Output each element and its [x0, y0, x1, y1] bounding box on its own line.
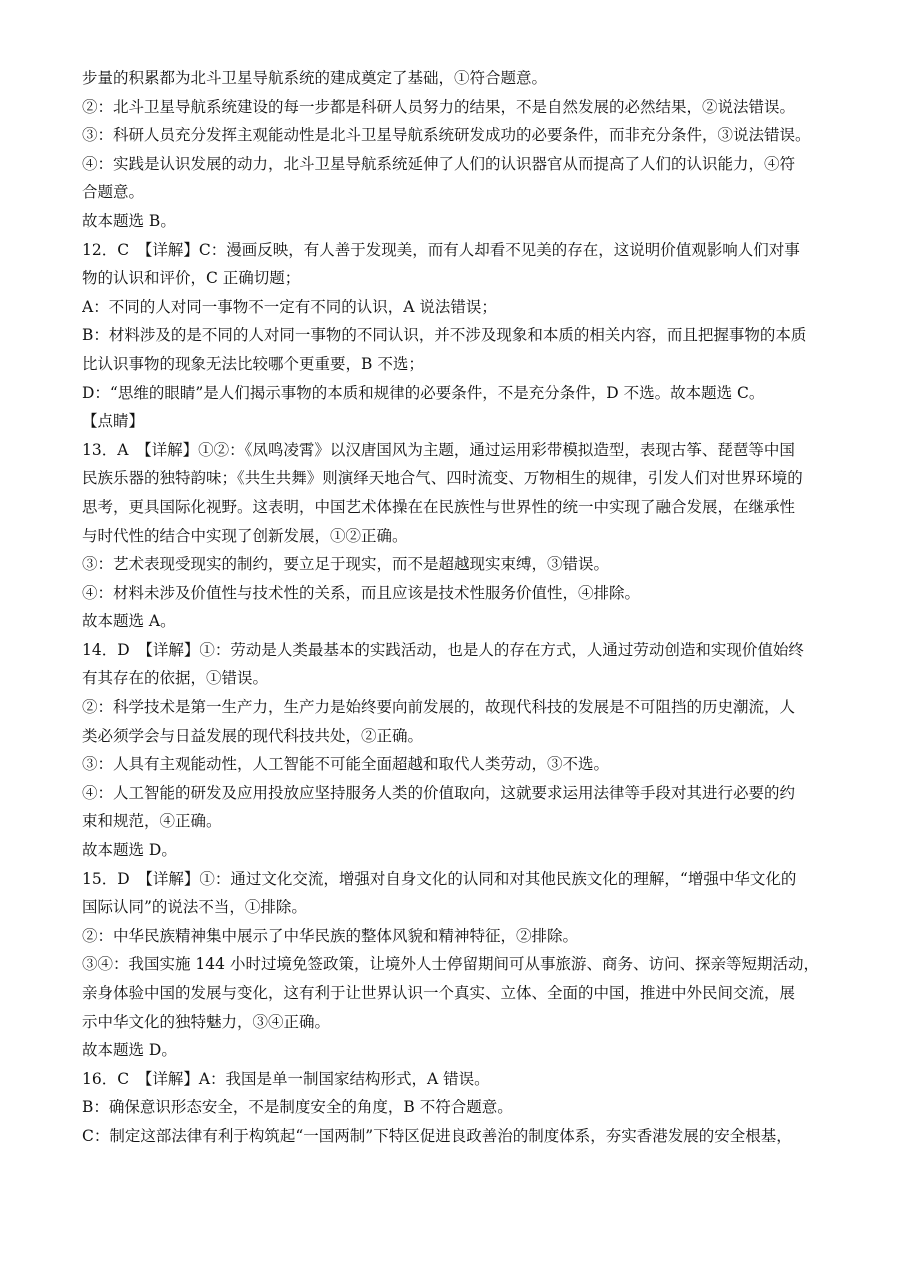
answer-paragraph [82, 607, 828, 636]
answer-paragraph [82, 836, 828, 865]
text-line: 13．A 【详解】①②：《凤鸣凌霄》以汉唐国风为主题，通过运用彩带模拟造型，表现古筝、琵琶等中国 [82, 440, 795, 459]
text-line: 比认识事物的现象无法比较哪个更重要，B 不选； [82, 354, 424, 373]
text-line: 12．C 【详解】C：漫画反映，有人善于发现美，而有人却看不见美的存在，这说明价值观影响人们对事 [82, 240, 800, 259]
text-line: ③④：我国实施 144 小时过境免签政策，让境外人士停留期间可从事旅游、商务、访问、探亲等短期活动， [82, 955, 819, 974]
text-line: 国际认同”的说法不当，①排除。 [82, 898, 307, 917]
answer-paragraph [82, 379, 828, 408]
answer-paragraph [82, 407, 828, 436]
document-body [82, 64, 828, 1151]
text-line: 故本题选 D。 [82, 1041, 177, 1060]
answer-paragraph [82, 779, 828, 836]
text-line: ④：实践是认识发展的动力，北斗卫星导航系统延伸了人们的认识器官从而提高了人们的认识能力，④符 [82, 154, 796, 173]
answer-paragraph [82, 93, 828, 122]
text-line: ②：科学技术是第一生产力，生产力是始终要向前发展的，故现代科技的发展是不可阻挡的历史潮流，人 [82, 698, 796, 717]
answer-paragraph [82, 236, 828, 293]
text-line: C：制定这部法律有利于构筑起“一国两制”下特区促进良政善治的制度体系，夯实香港发展的安全根基， [82, 1126, 792, 1145]
text-line: 故本题选 B。 [82, 211, 176, 230]
text-line: 类必须学会与日益发展的现代科技共处，②正确。 [82, 726, 424, 745]
text-line: 亲身体验中国的发展与变化，这有利于让世界认识一个真实、立体、全面的中国，推进中外民间交流，展 [82, 984, 796, 1002]
text-line: 故本题选 D。 [82, 841, 177, 860]
text-line: A：不同的人对同一事物不一定有不同的认识，A 说法错误； [82, 297, 497, 316]
text-line: 合题意。 [82, 183, 145, 202]
text-line: ②：中华民族精神集中展示了中华民族的整体风貌和精神特征，②排除。 [82, 926, 579, 945]
answer-paragraph [82, 321, 828, 378]
text-line: 步量的积累都为北斗卫星导航系统的建成奠定了基础，①符合题意。 [82, 69, 548, 87]
answer-paragraph [82, 121, 828, 150]
answer-paragraph [82, 693, 828, 750]
answer-paragraph [82, 64, 828, 93]
answer-paragraph [82, 750, 828, 779]
answer-paragraph [82, 150, 828, 207]
text-line: D：“思维的眼睛”是人们揭示事物的本质和规律的必要条件，不是充分条件，D 不选。故本题选 C。 [82, 383, 765, 402]
answer-paragraph [82, 207, 828, 236]
text-line: ②：北斗卫星导航系统建设的每一步都是科研人员努力的结果，不是自然发展的必然结果，②说法错误。 [82, 97, 796, 116]
text-line: ④：人工智能的研发及应用投放应坚持服务人类的价值取向，这就要求运用法律等手段对其进行必要的约 [82, 783, 796, 802]
answer-paragraph [82, 865, 828, 922]
answer-paragraph [82, 579, 828, 608]
text-line: 15．D 【详解】①：通过文化交流，增强对自身文化的认同和对其他民族文化的理解，“增强中华文化的 [82, 869, 797, 888]
answer-paragraph [82, 922, 828, 951]
answer-paragraph [82, 950, 828, 1036]
text-line: 物的认识和评价，C 正确切题； [82, 269, 301, 288]
text-line: ③：科研人员充分发挥主观能动性是北斗卫星导航系统研发成功的必要条件，而非充分条件，③说法错误。 [82, 126, 811, 145]
text-line: ③：人具有主观能动性，人工智能不可能全面超越和取代人类劳动，③不选。 [82, 755, 610, 774]
text-line: B：确保意识形态安全，不是制度安全的角度，B 不符合题意。 [82, 1098, 513, 1117]
text-line: 示中华文化的独特魅力，③④正确。 [82, 1012, 331, 1031]
text-line: ③：艺术表现受现实的制约，要立足于现实，而不是超越现实束缚，③错误。 [82, 555, 610, 574]
answer-paragraph [82, 636, 828, 693]
answer-paragraph [82, 1036, 828, 1065]
text-line: B：材料涉及的是不同的人对同一事物的不同认识，并不涉及现象和本质的相关内容，而且把握事物的本质 [82, 326, 807, 345]
text-line: 思考，更具国际化视野。这表明，中国艺术体操在在民族性与世界性的统一中实现了融合发展，在继承性 [82, 497, 796, 516]
text-line: 民族乐器的独特韵味；《共生共舞》则演绎天地合气、四时流变、万物相生的规律，引发人们对世界环境的 [82, 469, 803, 488]
text-line: 【点睛】 [82, 412, 145, 431]
text-line: 故本题选 A。 [82, 612, 176, 631]
answer-paragraph [82, 1065, 828, 1094]
answer-paragraph [82, 293, 828, 322]
text-line: 有其存在的依据，①错误。 [82, 669, 269, 688]
answer-paragraph [82, 436, 828, 550]
text-line: 束和规范，④正确。 [82, 812, 222, 831]
answer-paragraph [82, 550, 828, 579]
text-line: 16．C 【详解】A：我国是单一制国家结构形式，A 错误。 [82, 1069, 490, 1088]
answer-paragraph [82, 1122, 828, 1151]
answer-paragraph [82, 1093, 828, 1122]
text-line: ④：材料未涉及价值性与技术性的关系，而且应该是技术性服务价值性，④排除。 [82, 583, 641, 602]
text-line: 14．D 【详解】①：劳动是人类最基本的实践活动，也是人的存在方式，人通过劳动创造和实现价值始终 [82, 640, 804, 659]
text-line: 与时代性的结合中实现了创新发展，①②正确。 [82, 526, 408, 545]
